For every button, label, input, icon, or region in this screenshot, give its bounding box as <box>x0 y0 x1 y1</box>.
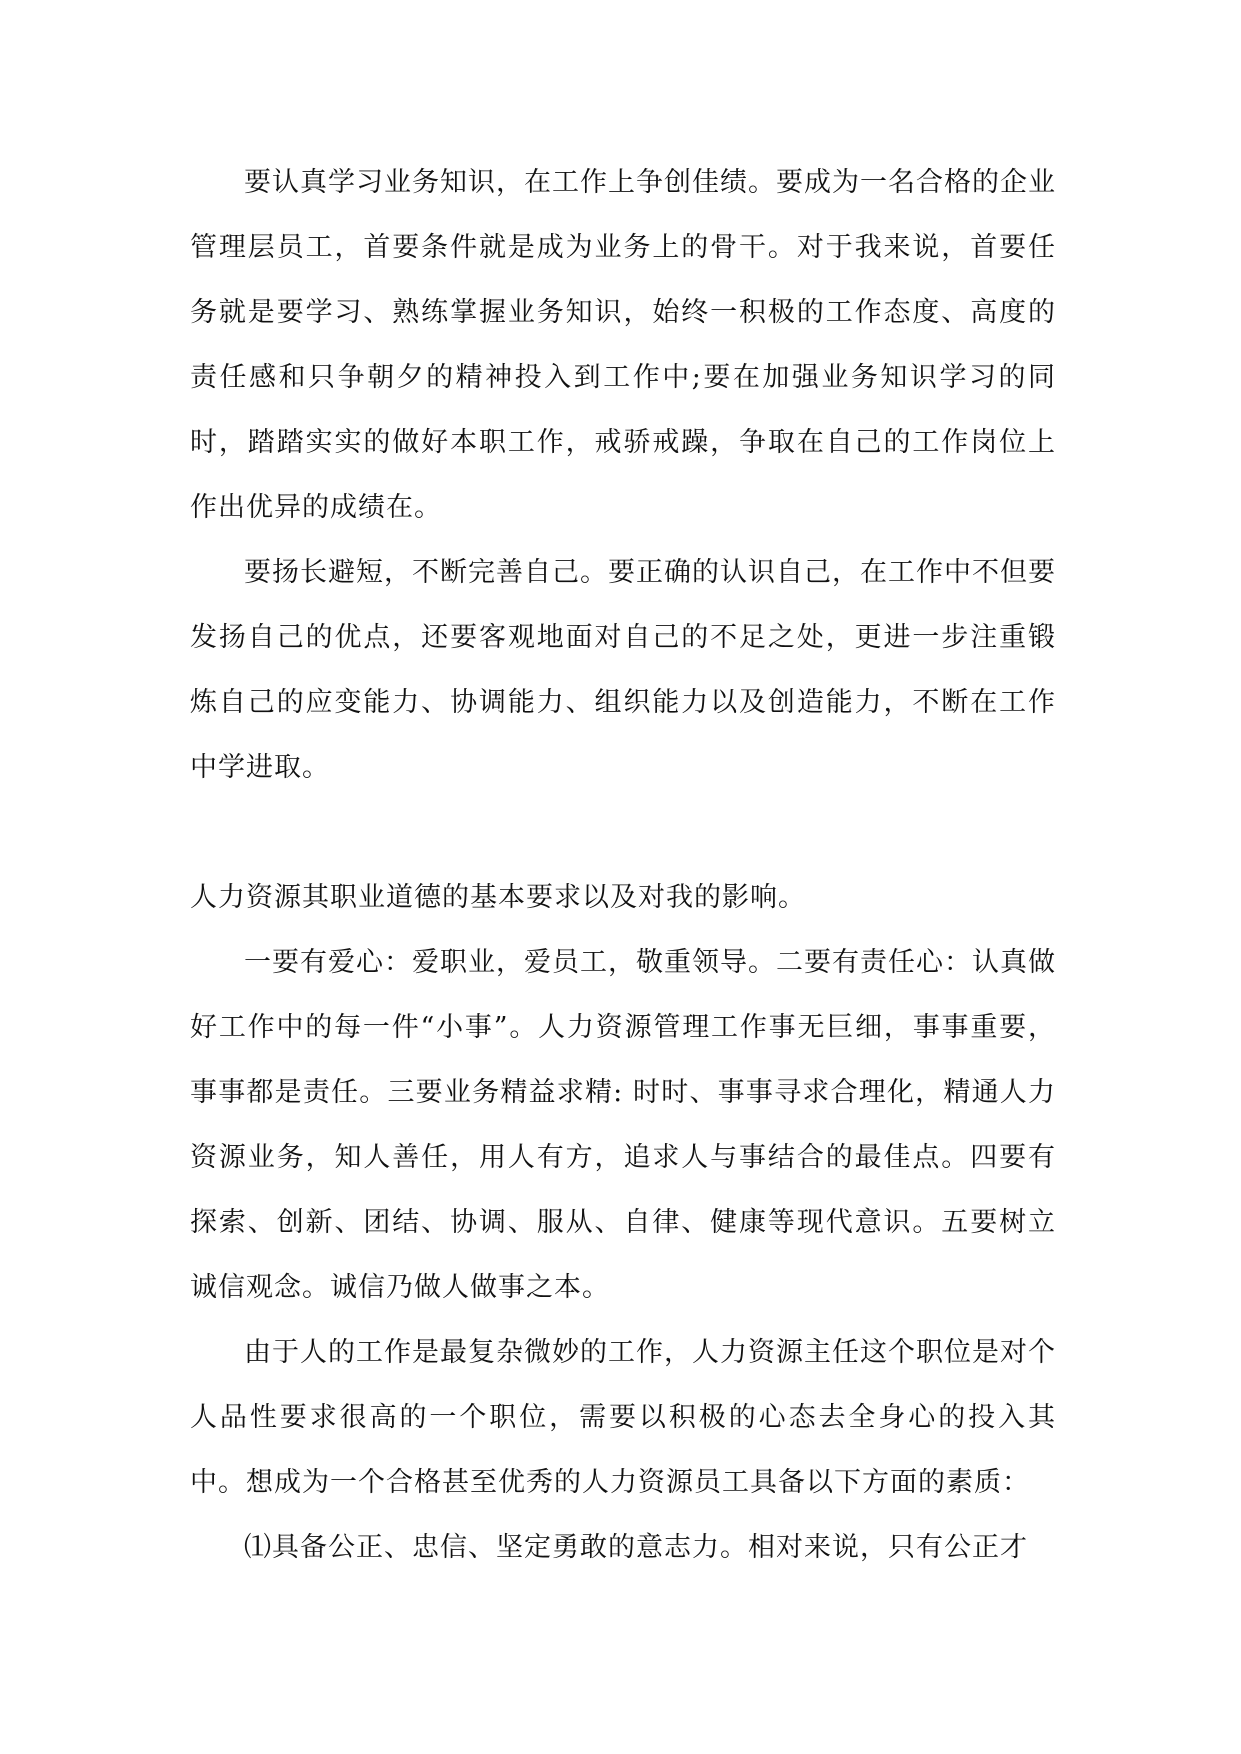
paragraph-quality-1: ⑴具备公正、忠信、坚定勇敢的意志力。相对来说，只有公正才 <box>244 1532 1028 1563</box>
paragraph-requirements: 一要有爱心：爱职业，爱员工，敬重领导。二要有责任心：认真做好工作中的每一件“小事”。人力资源管理工作事无巨细，事事重要，事事都是责任。三要业务精益求精: 时时、事事寻求合理化，精通人力资源业务，知人善任，用人有方，追求人与事结合的最佳点。四要有探索、创新、团结、协调、服从、自律、健康等现代意识。五要树立诚信观念。诚信乃做人做事之本。 <box>190 947 1056 1303</box>
paragraph-study-business: 要认真学习业务知识，在工作上争创佳绩。要成为一名合格的企业管理层员工，首要条件就是成为业务上的骨干。对于我来说，首要任务就是要学习、熟练掌握业务知识，始终一积极的工作态度、高度的责任感和只争朝夕的精神投入到工作中;要在加强业务知识学习的同时，踏踏实实的做好本职工作，戒骄戒躁，争取在自己的工作岗位上作出优异的成绩在。 <box>190 167 1056 523</box>
section-heading-ethics: 人力资源其职业道德的基本要求以及对我的影响。 <box>190 882 806 913</box>
document-page <box>190 150 1056 1580</box>
paragraph-spacer <box>190 800 1056 865</box>
paragraph-improve-self: 要扬长避短，不断完善自己。要正确的认识自己，在工作中不但要发扬自己的优点，还要客观地面对自己的不足之处，更进一步注重锻炼自己的应变能力、协调能力、组织能力以及创造能力，不断在工作中学进取。 <box>190 557 1056 783</box>
paragraph-qualities-intro: 由于人的工作是最复杂微妙的工作，人力资源主任这个职位是对个人品性要求很高的一个职位，需要以积极的心态去全身心的投入其中。想成为一个合格甚至优秀的人力资源员工具备以下方面的素质： <box>190 1337 1056 1498</box>
